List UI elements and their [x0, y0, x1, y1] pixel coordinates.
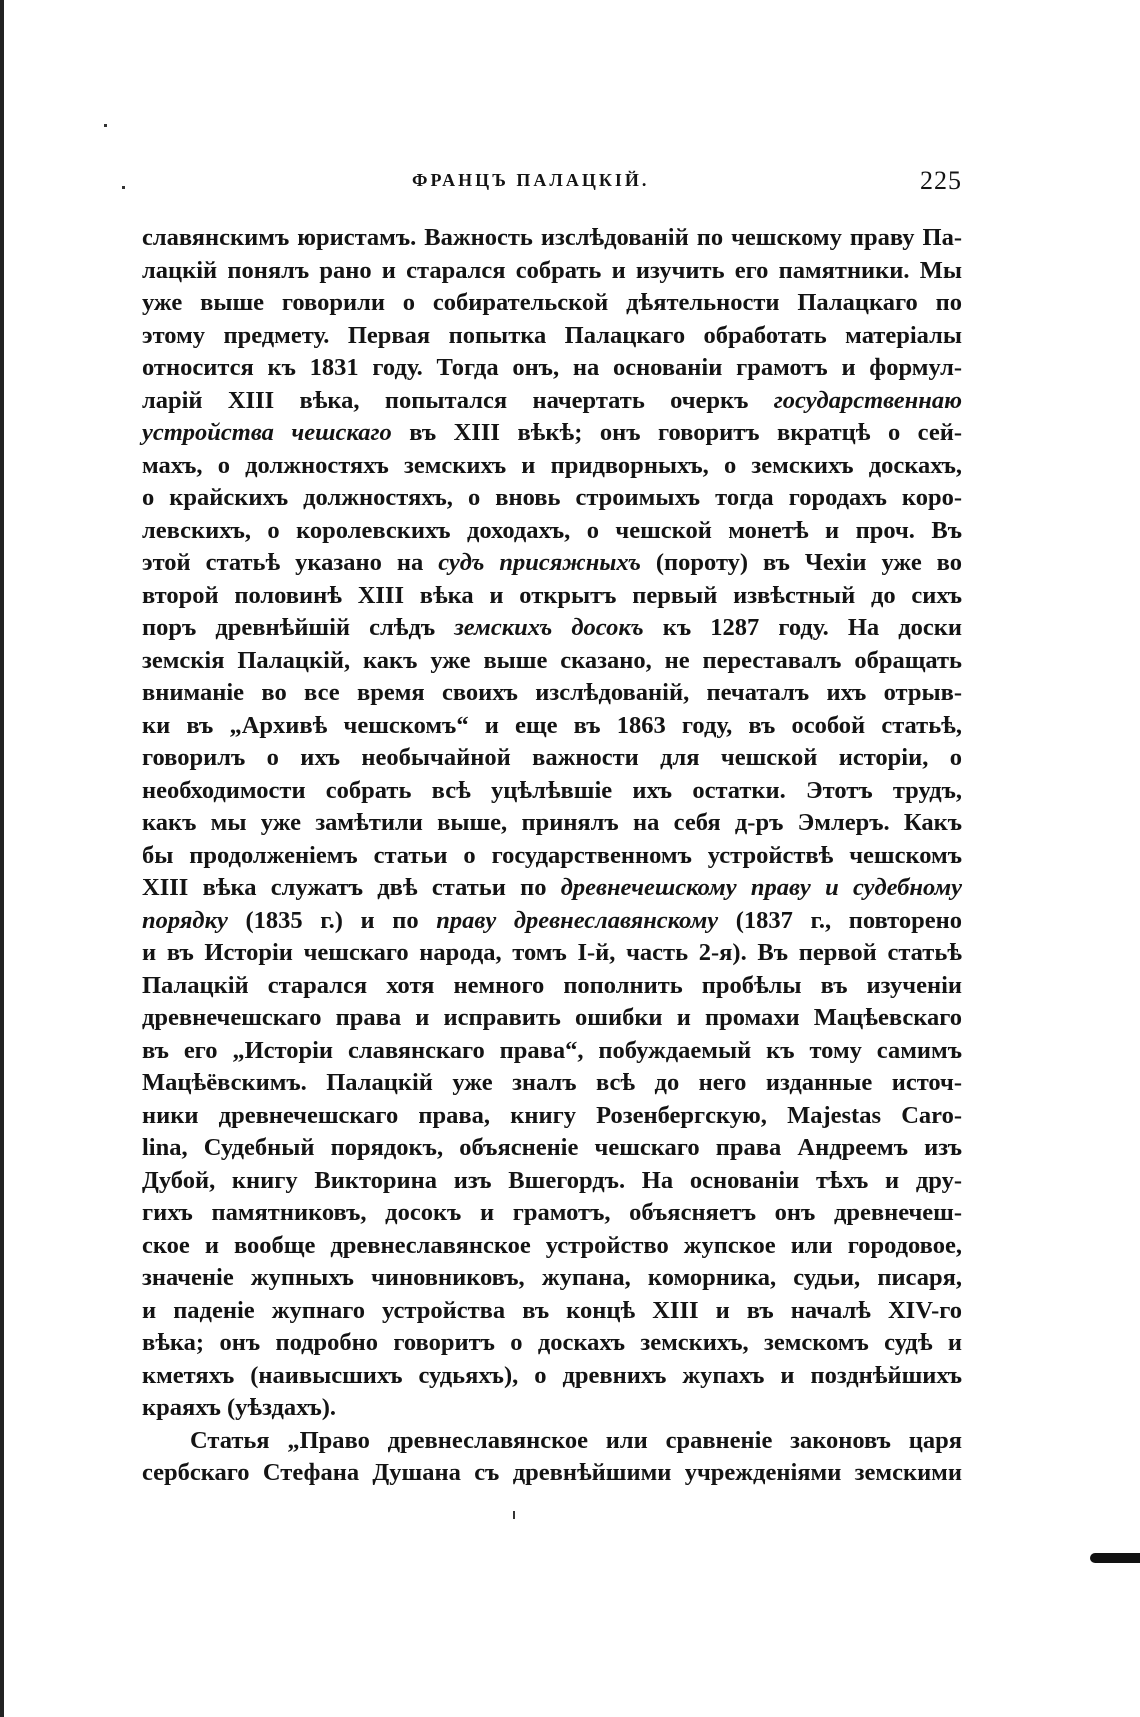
text-run: Дубой, книгу Викторина изъ Вшегордъ. На основаніи тѣхъ и дру- — [142, 1166, 962, 1194]
text-run: кметяхъ (наивысшихъ судьяхъ), о древнихъ жупахъ и позднѣйшихъ — [142, 1361, 962, 1389]
italic-term: земскихъ досокъ — [454, 614, 644, 641]
text-run: какъ мы уже замѣтили выше, принялъ на себя д-ръ Эмлеръ. Какъ — [142, 809, 962, 836]
text-line — [142, 482, 962, 515]
text-line — [142, 1002, 962, 1035]
text-line — [142, 937, 962, 970]
text-line — [142, 1197, 962, 1230]
text-line — [142, 255, 962, 288]
text-line — [142, 1392, 962, 1425]
text-line — [142, 677, 962, 710]
text-line — [142, 872, 962, 905]
text-run: бы продолженіемъ статьи о государственномъ устройствѣ чешскомъ — [142, 841, 962, 869]
text-line — [142, 1067, 962, 1100]
text-line — [142, 1100, 962, 1133]
text-run: въ его „Исторіи славянскаго права“, побуждаемый къ тому самимъ — [142, 1036, 962, 1064]
edge-mark — [1090, 1553, 1140, 1563]
text-run: второй половинѣ XIII вѣка и открытъ первый извѣстный до сихъ — [142, 581, 962, 609]
text-run: ки въ „Архивѣ чешскомъ“ и еще въ 1863 году, въ особой статьѣ, — [142, 711, 962, 739]
text-line — [142, 222, 962, 255]
text-run: (1837 г., повторено — [718, 906, 962, 934]
text-line — [142, 710, 962, 743]
text-run: вниманіе во все время своихъ изслѣдованій, печаталъ ихъ отрыв- — [142, 679, 962, 706]
text-line — [142, 352, 962, 385]
text-line — [142, 450, 962, 483]
text-line — [142, 1165, 962, 1198]
text-line — [142, 970, 962, 1003]
text-run: въ XIII вѣкѣ; онъ говоритъ вкратцѣ о сей- — [391, 419, 963, 446]
text-line — [142, 612, 962, 645]
text-line — [142, 742, 962, 775]
text-run: гихъ памятниковъ, досокъ и грамотъ, объясняетъ онъ древнечеш- — [142, 1199, 962, 1226]
text-line — [142, 385, 962, 418]
text-line — [142, 547, 962, 580]
text-run: этой статьѣ указано на — [142, 549, 439, 576]
text-run: вѣка; онъ подробно говоритъ о доскахъ земскихъ, земскомъ судѣ и — [142, 1329, 962, 1356]
text-run: къ 1287 году. На доски — [643, 614, 962, 641]
text-run: Мацѣёвскимъ. Палацкій уже зналъ всѣ до него изданные источ- — [142, 1069, 962, 1096]
body-text — [142, 222, 962, 1490]
italic-term: устройства чешскаго — [142, 419, 392, 446]
text-line — [142, 1230, 962, 1263]
text-line — [142, 1295, 962, 1328]
text-run: и въ Исторіи чешскаго народа, томъ I-й, часть 2-я). Въ первой статьѣ — [142, 939, 962, 966]
text-line — [142, 417, 962, 450]
text-run: lina, Судебный порядокъ, объясненіе чешскаго права Андреемъ изъ — [142, 1134, 962, 1161]
scan-speck — [104, 124, 107, 127]
text-run: древнечешскаго права и исправить ошибки и промахи Мацѣевскаго — [142, 1004, 962, 1031]
text-line — [142, 1035, 962, 1068]
text-run: уже выше говорили о собирательской дѣятельности Палацкаго по — [142, 289, 962, 316]
text-line — [142, 1457, 962, 1490]
text-line — [142, 320, 962, 353]
text-run: о крайскихъ должностяхъ, о вновь строимыхъ тогда городахъ коро- — [142, 484, 962, 511]
text-run: говорилъ о ихъ необычайной важности для чешской исторіи, о — [142, 744, 962, 771]
italic-term: государственнаю — [773, 386, 962, 414]
text-line — [142, 580, 962, 613]
text-run: левскихъ, о королевскихъ доходахъ, о чешской монетѣ и проч. Въ — [142, 516, 962, 544]
text-line — [142, 807, 962, 840]
text-run: относится къ 1831 году. Тогда онъ, на основаніи грамотъ и формул- — [142, 354, 962, 381]
text-line — [142, 1425, 962, 1458]
running-title: ФРАНЦЪ ПАЛАЦКІЙ. — [412, 170, 650, 190]
text-line — [142, 840, 962, 873]
page-number: 225 — [920, 166, 962, 195]
text-run: XIII вѣка служатъ двѣ статьи по — [142, 874, 561, 901]
scan-speck — [513, 1511, 515, 1519]
text-line — [142, 1262, 962, 1295]
text-line — [142, 645, 962, 678]
text-line — [142, 1360, 962, 1393]
italic-term: судъ присяжныхъ — [438, 549, 641, 576]
text-run: сербскаго Стефана Душана съ древнѣйшими учрежденіями земскими — [142, 1459, 962, 1486]
text-run: лацкій понялъ рано и старался собрать и изучить его памятники. Мы — [142, 256, 962, 284]
text-run: и паденіе жупнаго устройства въ концѣ XIII и въ началѣ XIV-го — [142, 1296, 962, 1324]
italic-term: порядку — [142, 906, 228, 934]
text-run: ники древнечешскаго права, книгу Розенбергскую, Majestas Caro- — [142, 1101, 962, 1129]
text-run: этому предмету. Первая попытка Палацкаго обработать матеріалы — [142, 321, 962, 349]
text-run: Статья „Право древнеславянское или сравненіе законовъ царя — [190, 1426, 962, 1454]
text-line — [142, 1132, 962, 1165]
text-line — [142, 287, 962, 320]
italic-term: древнечешскому праву и судебному — [560, 874, 962, 901]
text-run: (1835 г.) и по — [227, 906, 437, 934]
text-run: значеніе жупныхъ чиновниковъ, жупана, коморника, судьи, писаря, — [142, 1264, 962, 1291]
text-run: славянскимъ юристамъ. Важность изслѣдованій по чешскому праву Па- — [142, 224, 962, 251]
italic-term: праву древнеславянскому — [436, 906, 719, 934]
text-run: поръ древнѣйшій слѣдъ — [142, 614, 455, 641]
text-run: ское и вообще древнеславянское устройство жупское или городовое, — [142, 1231, 962, 1259]
text-run: ларій XIII вѣка, попытался начертать очеркъ — [142, 386, 774, 414]
text-run: (пороту) въ Чехіи уже во — [640, 549, 962, 576]
text-line — [142, 515, 962, 548]
text-run: махъ, о должностяхъ земскихъ и придворныхъ, о земскихъ доскахъ, — [142, 451, 962, 479]
text-run: Палацкій старался хотя немного пополнить пробѣлы въ изученіи — [142, 971, 962, 999]
text-run: необходимости собрать всѣ уцѣлѣвшіе ихъ остатки. Этотъ трудъ, — [142, 776, 962, 804]
running-head — [142, 166, 962, 200]
page-edge — [0, 0, 4, 1717]
scan-speck — [122, 186, 125, 189]
text-line — [142, 1327, 962, 1360]
text-run: земскія Палацкій, какъ уже выше сказано, не переставалъ обращать — [142, 646, 962, 674]
text-line — [142, 905, 962, 938]
text-run: краяхъ (уѣздахъ). — [142, 1394, 337, 1421]
text-line — [142, 775, 962, 808]
